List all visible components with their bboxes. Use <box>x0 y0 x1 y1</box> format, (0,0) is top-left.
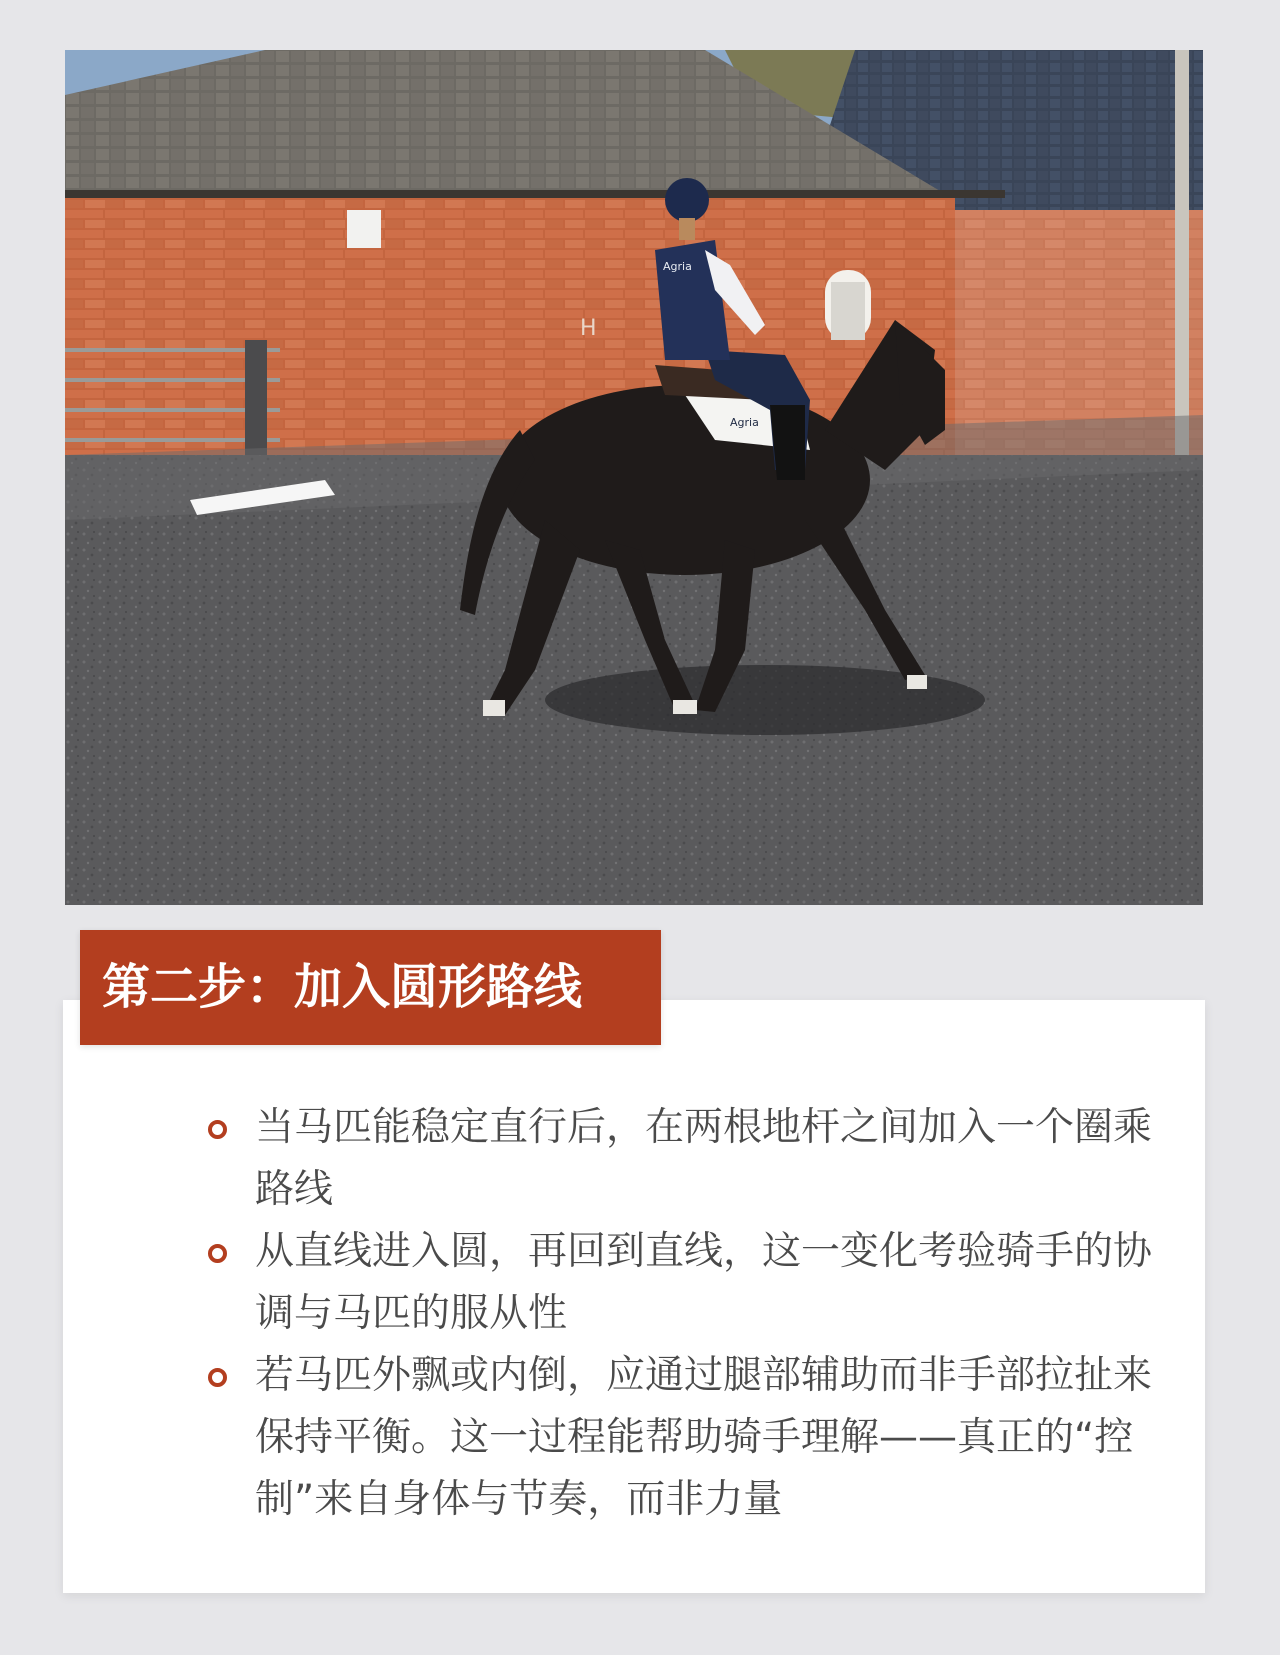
list-item <box>190 1097 1190 1221</box>
bullet-ring-icon <box>208 1120 227 1139</box>
bullet-text: 从直线进入圆，再回到直线，这一变化考验骑手的协调与马匹的服从性 <box>255 1229 1153 1336</box>
svg-text:Agria: Agria <box>730 416 759 429</box>
bullet-ring-icon <box>208 1244 227 1263</box>
horse-riding-photo <box>65 50 1203 905</box>
list-item <box>190 1345 1190 1531</box>
content-card <box>63 1000 1205 1593</box>
horse-riding-photo-icon <box>65 50 1203 905</box>
svg-text:H: H <box>580 316 597 341</box>
bullet-text: 当马匹能稳定直行后，在两根地杆之间加入一个圈乘路线 <box>255 1105 1153 1212</box>
section-title: 第二步：加入圆形路线 <box>80 930 661 1045</box>
list-item <box>190 1221 1190 1345</box>
svg-text:Agria: Agria <box>663 260 692 273</box>
bullet-list <box>190 1097 1190 1531</box>
bullet-text: 若马匹外飘或内倒，应通过腿部辅助而非手部拉扯来保持平衡。这一过程能帮助骑手理解——真正的“控制”来自身体与节奏，而非力量 <box>255 1353 1153 1522</box>
bullet-ring-icon <box>208 1368 227 1387</box>
wave-decoration-icon <box>1130 832 1203 905</box>
